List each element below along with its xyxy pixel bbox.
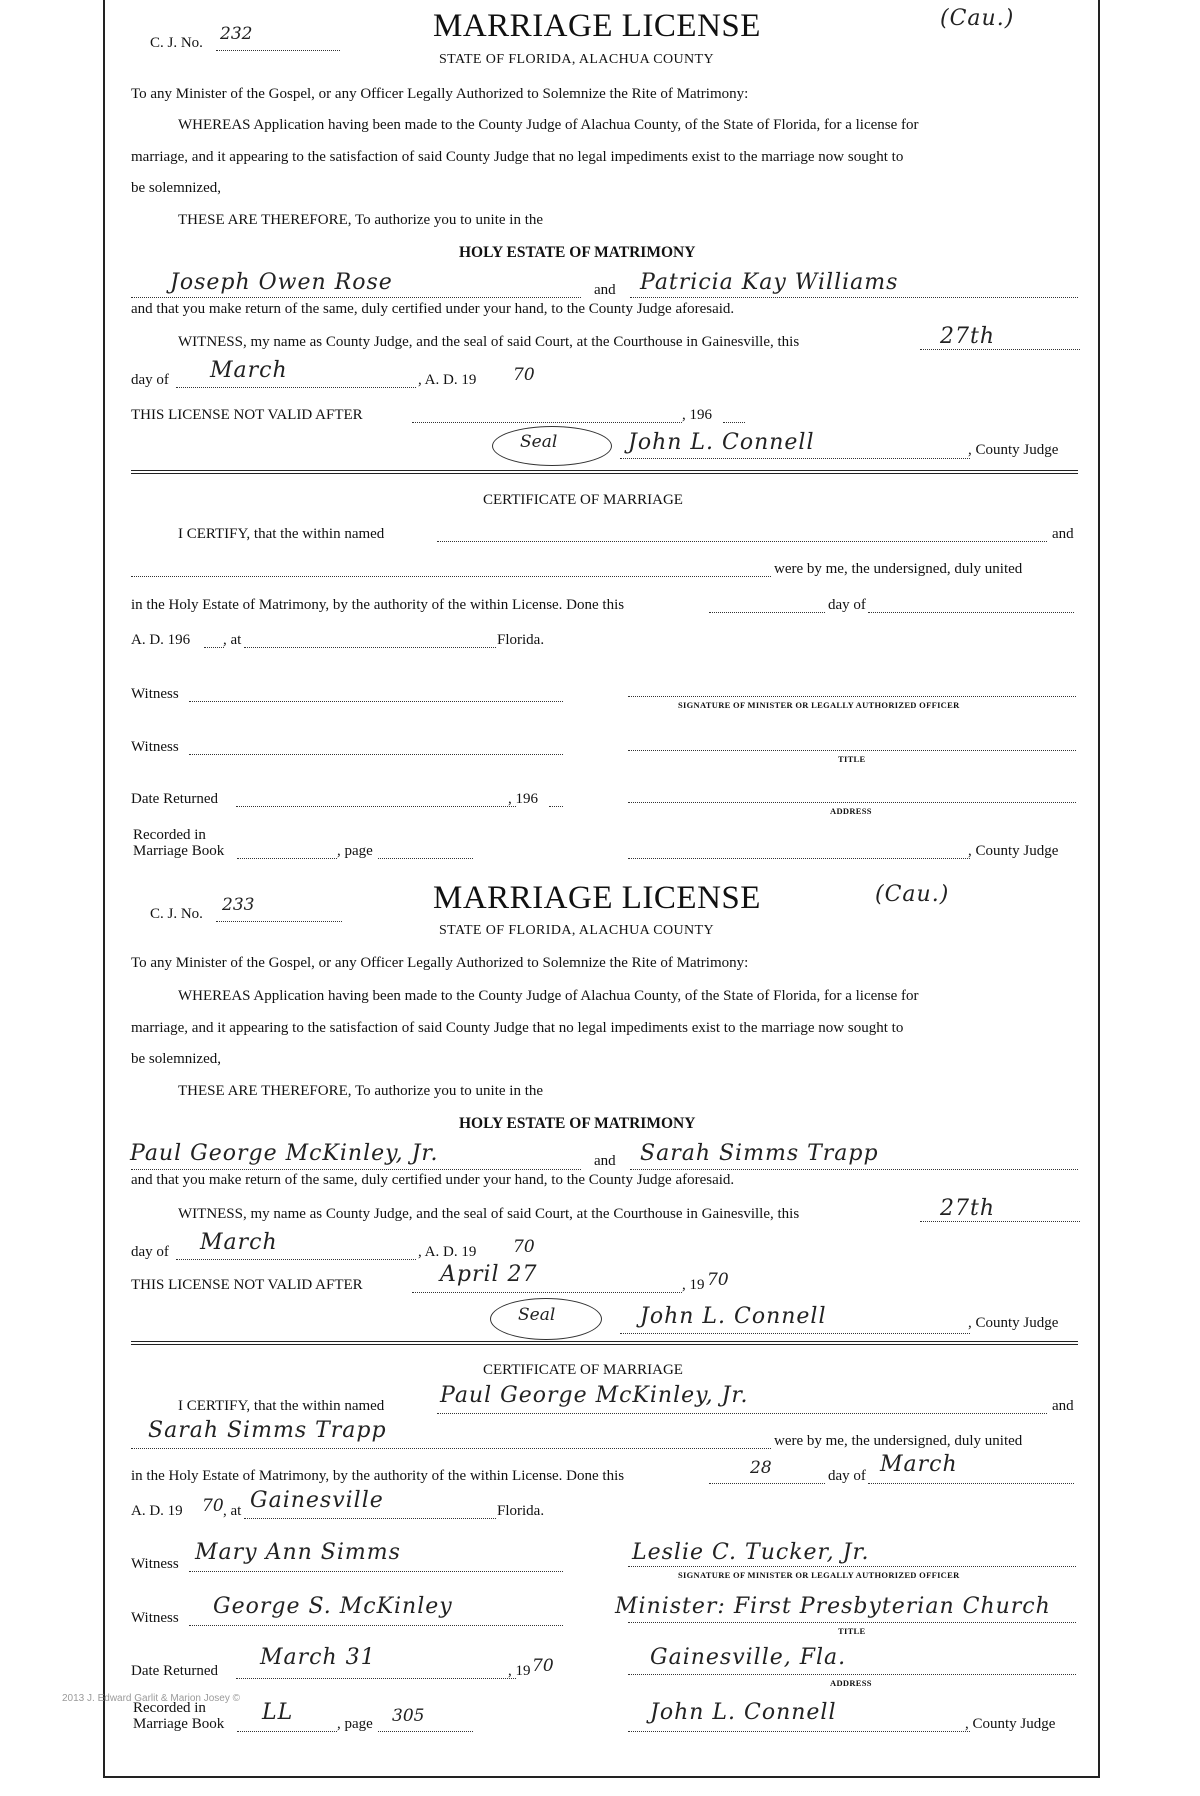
date-returned-dots: [236, 806, 516, 807]
bride-dots: [131, 576, 771, 577]
groom-dots: [131, 297, 581, 298]
judge-dots: [620, 458, 970, 459]
witness-2-signature: George S. McKinley: [213, 1594, 453, 1619]
salutation: To any Minister of the Gospel, or any Officer Legally Authorized to Solemnize the Rite of Matrimony:: [131, 955, 749, 971]
officiant-title: Minister: First Presbyterian Church: [615, 1594, 1051, 1619]
and-word: and: [594, 282, 616, 298]
recorded-in-label: Recorded in: [133, 1700, 206, 1716]
witness-1-label: Witness: [131, 686, 179, 702]
seal-text: Seal: [518, 1305, 556, 1325]
page-dots: [378, 1731, 473, 1732]
groom-name: Paul George McKinley, Jr.: [440, 1383, 749, 1408]
address-dots: [628, 1674, 1076, 1675]
title-dots: [628, 750, 1076, 751]
title-label: TITLE: [838, 1626, 866, 1636]
month: March: [210, 358, 288, 383]
date-year-dots: [549, 806, 563, 807]
whereas-line-1: WHEREAS Application having been made to the County Judge of Alachua County, of the State of Florida, for a license for: [178, 117, 919, 133]
holy-line: in the Holy Estate of Matrimony, by the authority of the within License. Done this: [131, 597, 625, 613]
witness-day-dots: [920, 349, 1080, 350]
whereas-line-2: marriage, and it appearing to the satisfaction of said County Judge that no legal impediments exist to the marriage now sought to: [131, 1020, 904, 1036]
page-label: , page: [337, 1716, 373, 1732]
not-valid-dots: [412, 422, 682, 423]
bride-dots: [630, 1169, 1078, 1170]
signature-dots: [628, 696, 1076, 697]
date-returned-label: Date Returned: [131, 1663, 219, 1679]
bride-dots: [131, 1448, 771, 1449]
page-number: 305: [392, 1706, 425, 1726]
not-valid-label: THIS LICENSE NOT VALID AFTER: [131, 1277, 363, 1293]
certify-label: I CERTIFY, that the within named: [178, 1398, 385, 1414]
holy-line: in the Holy Estate of Matrimony, by the authority of the within License. Done this: [131, 1468, 625, 1484]
groom-dots: [437, 1413, 1047, 1414]
divider: [131, 470, 1078, 474]
place: Gainesville: [250, 1488, 384, 1513]
witness-2-label: Witness: [131, 739, 179, 755]
day-of-label: day of: [131, 372, 169, 388]
at-label: , at: [223, 1503, 242, 1519]
whereas-line-3: be solemnized,: [131, 180, 221, 196]
witness-1-dots: [189, 1571, 563, 1572]
corner-note: (Cau.): [940, 6, 1015, 31]
judge-dots: [620, 1333, 970, 1334]
groom-name: Paul George McKinley, Jr.: [130, 1141, 439, 1166]
whereas-line-3: be solemnized,: [131, 1051, 221, 1067]
not-valid-year: , 196: [682, 407, 712, 423]
therefore-line: THESE ARE THEREFORE, To authorize you to unite in the: [178, 1083, 544, 1099]
divider: [131, 1341, 1078, 1345]
witness-day: 27th: [940, 1196, 996, 1221]
ad-label: A. D. 196: [131, 632, 191, 648]
month-dots: [868, 612, 1074, 613]
ad-label: , A. D. 19: [418, 1244, 477, 1260]
groom-dots: [437, 541, 1047, 542]
ad-year: 70: [513, 365, 535, 385]
witness-line: WITNESS, my name as County Judge, and the seal of said Court, at the Courthouse in Gainesville, this: [178, 334, 800, 350]
return-line: and that you make return of the same, duly certified under your hand, to the County Judge aforesaid.: [131, 301, 735, 317]
returned-year: 70: [532, 1656, 554, 1676]
date-returned-dots: [236, 1678, 516, 1679]
month-dots: [176, 1259, 416, 1260]
county-judge-label: , County Judge: [965, 1716, 1056, 1732]
judge-signature: John L. Connell: [650, 1700, 837, 1725]
day-of-label: day of: [828, 597, 866, 613]
date-returned-year-label: , 19: [508, 1663, 531, 1679]
certificate-heading: CERTIFICATE OF MARRIAGE: [483, 492, 683, 508]
return-line: and that you make return of the same, duly certified under your hand, to the County Judge aforesaid.: [131, 1172, 735, 1188]
returned-date: March 31: [260, 1645, 376, 1670]
signature-dots: [628, 1566, 1076, 1567]
place-dots: [244, 647, 496, 648]
not-valid-dots: [412, 1292, 682, 1293]
united-label: were by me, the undersigned, duly united: [774, 1433, 1023, 1449]
witness-2-label: Witness: [131, 1610, 179, 1626]
address-dots: [628, 802, 1076, 803]
not-valid-label: THIS LICENSE NOT VALID AFTER: [131, 407, 363, 423]
not-valid-year-label: , 19: [682, 1277, 705, 1293]
whereas-line-2: marriage, and it appearing to the satisfaction of said County Judge that no legal impediments exist to the marriage now sought to: [131, 149, 904, 165]
recorder-dots: [628, 858, 970, 859]
page-dots: [378, 858, 473, 859]
cj-number: 233: [222, 895, 255, 915]
ad-label: , A. D. 19: [418, 372, 477, 388]
certify-label: I CERTIFY, that the within named: [178, 526, 385, 542]
witness-1-signature: Mary Ann Simms: [195, 1540, 401, 1565]
watermark: 2013 J. Edward Garlit & Marion Josey ©: [62, 1693, 240, 1704]
not-valid-year: 70: [707, 1270, 729, 1290]
corner-note: (Cau.): [875, 882, 950, 907]
license-title: MARRIAGE LICENSE: [433, 8, 761, 44]
book-number: LL: [262, 1700, 294, 1725]
cj-dots: [216, 50, 340, 51]
ad-year: 70: [202, 1496, 224, 1516]
officiant-signature: Leslie C. Tucker, Jr.: [632, 1540, 870, 1565]
cj-number: 232: [220, 24, 253, 44]
bride-dots: [630, 297, 1078, 298]
witness-day-dots: [920, 1221, 1080, 1222]
title-dots: [628, 1622, 1076, 1623]
florida-label: Florida.: [497, 1503, 545, 1519]
ad-year: 70: [513, 1237, 535, 1257]
day-of-label: day of: [828, 1468, 866, 1484]
month: March: [880, 1452, 958, 1477]
holy-estate-heading: HOLY ESTATE OF MATRIMONY: [459, 1115, 696, 1132]
florida-label: Florida.: [497, 632, 545, 648]
book-dots: [237, 858, 337, 859]
united-label: were by me, the undersigned, duly united: [774, 561, 1023, 577]
marriage-book-label: Marriage Book: [133, 843, 225, 859]
groom-dots: [131, 1169, 581, 1170]
bride-name: Sarah Simms Trapp: [148, 1418, 387, 1443]
seal-text: Seal: [520, 432, 558, 452]
witness-2-dots: [189, 1625, 563, 1626]
signature-label: SIGNATURE OF MINISTER OR LEGALLY AUTHORIZED OFFICER: [678, 1570, 960, 1580]
license-subtitle: STATE OF FLORIDA, ALACHUA COUNTY: [439, 52, 714, 67]
whereas-line-1: WHEREAS Application having been made to the County Judge of Alachua County, of the State of Florida, for a license for: [178, 988, 919, 1004]
judge-signature: John L. Connell: [628, 430, 815, 455]
book-dots: [237, 1731, 337, 1732]
judge-signature: John L. Connell: [640, 1304, 827, 1329]
month-dots: [868, 1483, 1074, 1484]
license-subtitle: STATE OF FLORIDA, ALACHUA COUNTY: [439, 923, 714, 938]
address-label: ADDRESS: [830, 806, 872, 816]
month-dots: [176, 387, 416, 388]
recorded-in-label: Recorded in: [133, 827, 206, 843]
done-day: 28: [750, 1458, 772, 1478]
cj-label: C. J. No.: [150, 906, 203, 922]
date-returned-year: , 196: [508, 791, 538, 807]
officiant-address: Gainesville, Fla.: [650, 1645, 847, 1670]
witness-2-dots: [189, 754, 563, 755]
cj-label: C. J. No.: [150, 35, 203, 51]
and-word: and: [1052, 526, 1074, 542]
bride-name: Patricia Kay Williams: [640, 270, 899, 295]
county-judge-label: , County Judge: [968, 442, 1059, 458]
holy-estate-heading: HOLY ESTATE OF MATRIMONY: [459, 244, 696, 261]
groom-name: Joseph Owen Rose: [170, 270, 393, 295]
county-judge-label: , County Judge: [968, 843, 1059, 859]
witness-day: 27th: [940, 324, 996, 349]
county-judge-label: , County Judge: [968, 1315, 1059, 1331]
license-title: MARRIAGE LICENSE: [433, 880, 761, 916]
marriage-book-label: Marriage Book: [133, 1716, 225, 1732]
date-returned-label: Date Returned: [131, 791, 219, 807]
cj-dots: [216, 921, 342, 922]
at-label: , at: [223, 632, 242, 648]
witness-1-dots: [189, 701, 563, 702]
and-word: and: [1052, 1398, 1074, 1414]
bride-name: Sarah Simms Trapp: [640, 1141, 879, 1166]
year-dots: [723, 422, 745, 423]
title-label: TITLE: [838, 754, 866, 764]
certificate-heading: CERTIFICATE OF MARRIAGE: [483, 1362, 683, 1378]
not-valid-date: April 27: [440, 1262, 538, 1287]
address-label: ADDRESS: [830, 1678, 872, 1688]
ad-label: A. D. 19: [131, 1503, 183, 1519]
witness-line: WITNESS, my name as County Judge, and the seal of said Court, at the Courthouse in Gainesville, this: [178, 1206, 800, 1222]
and-word: and: [594, 1153, 616, 1169]
day-dots: [709, 1483, 825, 1484]
day-of-label: day of: [131, 1244, 169, 1260]
page-label: , page: [337, 843, 373, 859]
witness-1-label: Witness: [131, 1556, 179, 1572]
place-dots: [244, 1518, 496, 1519]
month: March: [200, 1230, 278, 1255]
therefore-line: THESE ARE THEREFORE, To authorize you to unite in the: [178, 212, 544, 228]
day-dots: [709, 612, 825, 613]
ad-year-dots: [204, 647, 224, 648]
salutation: To any Minister of the Gospel, or any Officer Legally Authorized to Solemnize the Rite of Matrimony:: [131, 86, 749, 102]
signature-label: SIGNATURE OF MINISTER OR LEGALLY AUTHORIZED OFFICER: [678, 700, 960, 710]
recorder-dots: [628, 1731, 970, 1732]
